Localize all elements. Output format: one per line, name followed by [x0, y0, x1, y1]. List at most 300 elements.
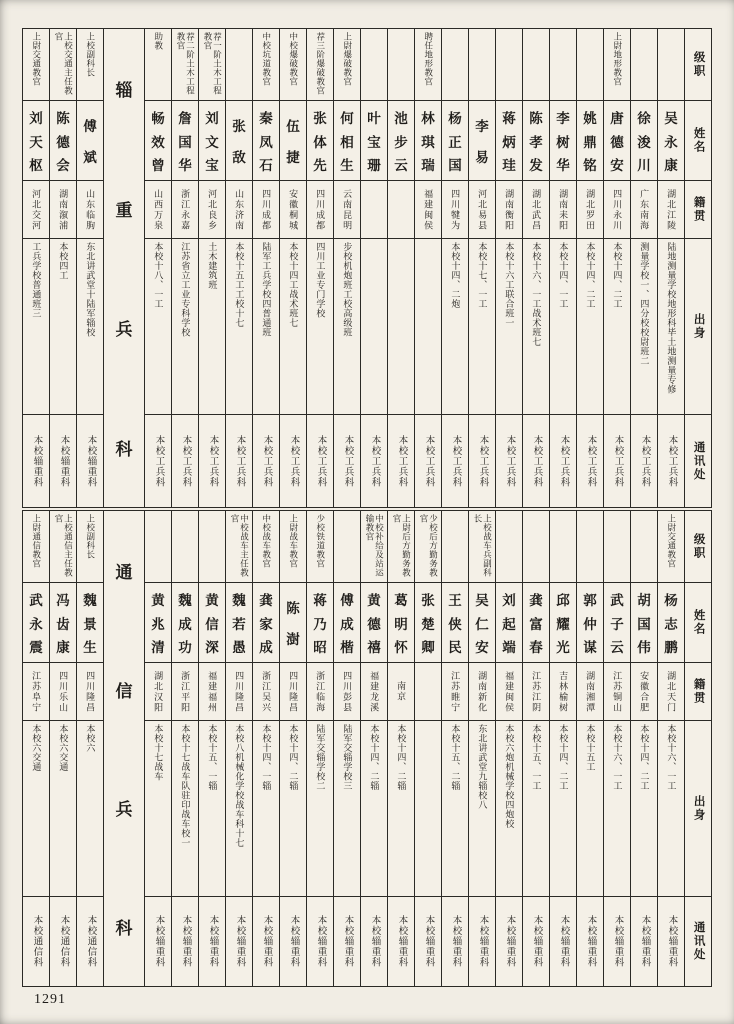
- origin-cell: [334, 663, 360, 721]
- origin-text: 湖北武昌: [531, 188, 542, 231]
- background-text: 本校十五、二辎: [450, 724, 461, 791]
- rank-text: 上尉通信教官: [31, 514, 42, 568]
- origin-cell: [658, 181, 684, 239]
- address-cell: [253, 897, 279, 986]
- name-cell: [145, 583, 171, 663]
- background-cell: [226, 239, 252, 415]
- row-header-address: 通讯处: [692, 440, 705, 482]
- person-name: 张 敌: [232, 119, 246, 165]
- background-cell: [253, 239, 279, 415]
- background-text: 本校十六、一工: [666, 724, 677, 791]
- section-column: [103, 29, 144, 507]
- name-cell: [577, 583, 603, 663]
- name-cell: [361, 101, 387, 181]
- name-cell: [496, 583, 522, 663]
- rank-cell: [658, 511, 684, 583]
- origin-cell: [442, 181, 468, 239]
- person-name: 吴 仁 安: [475, 593, 489, 655]
- row-header-background: 出身: [685, 721, 711, 897]
- rank-text: 中校战车主任教官: [230, 514, 250, 577]
- address-text: 本校工兵科: [261, 434, 272, 488]
- origin-cell: [334, 181, 360, 239]
- rank-text: 上校交通主任教官: [54, 32, 74, 95]
- person-name: 武 子 云: [610, 593, 624, 655]
- address-text: 本校辎重科: [639, 915, 650, 968]
- name-cell: [199, 101, 225, 181]
- rank-cell: [469, 29, 495, 101]
- rank-cell: [23, 511, 49, 583]
- row-header-column: [684, 511, 711, 986]
- rank-text: 上校副科长: [85, 32, 96, 77]
- person-column: [252, 511, 279, 986]
- rank-text: 上尉交通教官: [666, 514, 677, 568]
- address-text: 本校辎重科: [315, 915, 326, 968]
- rank-cell: [253, 511, 279, 583]
- row-header-name: 姓名: [685, 101, 711, 181]
- person-column: [279, 29, 306, 507]
- background-text: 本校十五工: [585, 724, 596, 772]
- address-cell: [334, 897, 360, 986]
- origin-cell: [361, 181, 387, 239]
- name-cell: [523, 583, 549, 663]
- person-column: [549, 511, 576, 986]
- address-cell: [658, 415, 684, 507]
- background-cell: [145, 239, 171, 415]
- origin-text: 湖北天门: [666, 670, 677, 713]
- person-name: 李 易: [475, 119, 489, 165]
- background-cell: [442, 239, 468, 415]
- background-text: 本校十四、二工: [639, 724, 650, 791]
- background-text: 本校十四、二工: [612, 242, 623, 309]
- origin-text: 四川成都: [315, 188, 326, 231]
- name-cell: [226, 101, 252, 181]
- name-cell: [23, 583, 49, 663]
- person-column: [49, 511, 76, 986]
- origin-text: 安徽桐城: [288, 188, 299, 231]
- origin-cell: [469, 663, 495, 721]
- rank-text: 上校通信主任教官: [54, 514, 74, 577]
- rank-cell: [50, 29, 76, 101]
- person-column: [603, 29, 630, 507]
- origin-cell: [415, 663, 441, 721]
- name-cell: [253, 101, 279, 181]
- origin-cell: [388, 663, 414, 721]
- address-text: 本校辎重科: [477, 915, 488, 968]
- person-column: [414, 29, 441, 507]
- rank-cell: [631, 511, 657, 583]
- name-cell: [145, 101, 171, 181]
- address-text: 本校工兵科: [585, 434, 596, 488]
- row-header-background: 出身: [685, 239, 711, 415]
- origin-text: 江苏阜宁: [31, 670, 42, 713]
- background-cell: [550, 239, 576, 415]
- address-cell: [496, 897, 522, 986]
- background-text: 工兵学校普通班三: [31, 242, 42, 318]
- address-cell: [523, 897, 549, 986]
- origin-cell: [307, 181, 333, 239]
- name-cell: [334, 583, 360, 663]
- address-cell: [307, 415, 333, 507]
- rank-cell: [631, 29, 657, 101]
- origin-cell: [631, 663, 657, 721]
- person-name: 刘 天 枢: [29, 111, 43, 173]
- rank-cell: [77, 511, 103, 583]
- origin-cell: [253, 181, 279, 239]
- person-column: [630, 511, 657, 986]
- background-cell: [334, 239, 360, 415]
- address-cell: [199, 415, 225, 507]
- origin-cell: [172, 663, 198, 721]
- address-text: 本校工兵科: [612, 434, 623, 488]
- address-text: 本校辎重科: [450, 915, 461, 968]
- rank-cell: [307, 511, 333, 583]
- name-cell: [172, 583, 198, 663]
- person-name: 刘 文 宝: [205, 111, 219, 173]
- section-column: [103, 511, 144, 986]
- origin-text: 湖南湘潭: [585, 670, 596, 713]
- origin-cell: [469, 181, 495, 239]
- address-text: 本校辎重科: [288, 915, 299, 968]
- address-text: 本校通信科: [85, 915, 96, 968]
- address-cell: [77, 897, 103, 986]
- background-cell: [658, 239, 684, 415]
- person-name: 葛 明 怀: [394, 593, 408, 655]
- person-column: [171, 29, 198, 507]
- person-name: 唐 德 安: [610, 111, 624, 173]
- rank-text: 上尉战车教官: [288, 514, 299, 568]
- background-text: 陆地测量学校地形科毕土地测量专修: [666, 242, 677, 394]
- name-cell: [631, 101, 657, 181]
- name-cell: [199, 583, 225, 663]
- name-cell: [307, 101, 333, 181]
- name-cell: [550, 583, 576, 663]
- background-text: 江苏省立工业专科学校: [180, 242, 191, 337]
- person-column: [414, 511, 441, 986]
- person-column: [279, 511, 306, 986]
- rank-cell: [199, 511, 225, 583]
- background-cell: [23, 721, 49, 897]
- origin-text: 四川犍为: [450, 188, 461, 231]
- rank-cell: [577, 511, 603, 583]
- address-text: 本校辎重科: [396, 915, 407, 968]
- address-text: 本校工兵科: [558, 434, 569, 488]
- name-cell: [280, 583, 306, 663]
- background-cell: [523, 239, 549, 415]
- origin-text: 浙江吴兴: [261, 670, 272, 713]
- address-text: 本校工兵科: [531, 434, 542, 488]
- background-text: 本校十四、二辎: [369, 724, 380, 791]
- person-name: 杨 正 国: [448, 111, 462, 173]
- rank-cell: [388, 29, 414, 101]
- person-column: [441, 29, 468, 507]
- name-cell: [50, 583, 76, 663]
- rank-text: 上校战车兵副科长: [473, 514, 493, 577]
- background-text: 本校八机械化学校战车科十七: [234, 724, 245, 848]
- background-text: 本校六交通: [58, 724, 69, 772]
- address-text: 本校工兵科: [207, 434, 218, 488]
- person-name: 姚 鼎 铭: [583, 111, 597, 173]
- section-label: 辎 重 兵 科: [115, 81, 133, 459]
- person-name: 畅 效 曾: [151, 111, 165, 173]
- origin-text: 江苏睢宁: [450, 670, 461, 713]
- origin-cell: [172, 181, 198, 239]
- person-column: [360, 511, 387, 986]
- name-cell: [50, 101, 76, 181]
- person-column: [387, 29, 414, 507]
- background-text: 本校十四工战术班七: [288, 242, 299, 328]
- rank-cell: [334, 29, 360, 101]
- address-cell: [469, 897, 495, 986]
- origin-text: 湖北罗田: [585, 188, 596, 231]
- rank-cell: [577, 29, 603, 101]
- person-column: [549, 29, 576, 507]
- background-text: 本校十四、二工: [558, 724, 569, 791]
- address-cell: [253, 415, 279, 507]
- address-cell: [334, 415, 360, 507]
- rank-cell: [469, 511, 495, 583]
- background-text: 四川工业专门学校: [315, 242, 326, 318]
- name-cell: [280, 101, 306, 181]
- person-column: [144, 29, 171, 507]
- address-text: 本校辎重科: [612, 915, 623, 968]
- origin-cell: [361, 663, 387, 721]
- origin-text: 湖北江陵: [666, 188, 677, 231]
- rank-cell: [388, 511, 414, 583]
- rank-cell: [550, 511, 576, 583]
- address-text: 本校工兵科: [288, 434, 299, 488]
- rank-cell: [415, 511, 441, 583]
- roster-table-lower: [22, 510, 712, 987]
- background-text: 陆军交辎学校二: [315, 724, 326, 791]
- background-cell: [496, 721, 522, 897]
- row-header-name: 姓名: [685, 583, 711, 663]
- rank-cell: [523, 511, 549, 583]
- background-cell: [361, 721, 387, 897]
- origin-text: 江苏铜山: [612, 670, 623, 713]
- origin-text: 广东南海: [639, 188, 650, 231]
- rank-text: 上尉爆破教官: [342, 32, 353, 86]
- rank-cell: [280, 29, 306, 101]
- background-cell: [307, 239, 333, 415]
- origin-text: 河北良乡: [207, 188, 218, 231]
- person-name: 武 永 震: [29, 593, 43, 655]
- address-text: 本校辎重科: [234, 915, 245, 968]
- address-cell: [50, 897, 76, 986]
- address-text: 本校工兵科: [396, 434, 407, 488]
- rank-text: 中校爆破教官: [288, 32, 299, 86]
- origin-text: 浙江临海: [315, 670, 326, 713]
- background-cell: [415, 239, 441, 415]
- origin-cell: [388, 181, 414, 239]
- person-name: 陈 德 会: [56, 111, 70, 173]
- address-cell: [23, 415, 49, 507]
- background-cell: [577, 239, 603, 415]
- person-column: [76, 511, 103, 986]
- origin-text: 湖南耒阳: [558, 188, 569, 231]
- address-cell: [577, 897, 603, 986]
- background-cell: [469, 721, 495, 897]
- origin-cell: [23, 181, 49, 239]
- address-cell: [550, 897, 576, 986]
- address-cell: [604, 415, 630, 507]
- person-name: 黄 信 深: [205, 593, 219, 655]
- background-cell: [577, 721, 603, 897]
- address-text: 本校工兵科: [315, 434, 326, 488]
- person-name: 魏 景 生: [83, 593, 97, 655]
- address-cell: [172, 415, 198, 507]
- person-name: 龚 富 春: [529, 593, 543, 655]
- origin-cell: [523, 663, 549, 721]
- address-cell: [415, 415, 441, 507]
- background-cell: [631, 239, 657, 415]
- name-cell: [604, 583, 630, 663]
- rank-cell: [658, 29, 684, 101]
- person-name: 冯 齿 康: [56, 593, 70, 655]
- origin-text: 湖北汉阳: [153, 670, 164, 713]
- address-cell: [523, 415, 549, 507]
- person-column: [522, 29, 549, 507]
- address-text: 本校辎重科: [342, 915, 353, 968]
- person-name: 秦 凤 石: [259, 111, 273, 173]
- origin-text: 福建福州: [207, 670, 218, 713]
- person-column: [333, 511, 360, 986]
- address-cell: [280, 897, 306, 986]
- background-cell: [388, 721, 414, 897]
- address-text: 本校辎重科: [31, 434, 42, 488]
- background-text: 本校六交通: [31, 724, 42, 772]
- address-cell: [361, 897, 387, 986]
- person-column: [23, 29, 49, 507]
- name-cell: [469, 101, 495, 181]
- rank-cell: [604, 29, 630, 101]
- background-text: 本校十四、二炮: [450, 242, 461, 309]
- rank-cell: [199, 29, 225, 101]
- name-cell: [361, 583, 387, 663]
- name-cell: [550, 101, 576, 181]
- rank-cell: [50, 511, 76, 583]
- origin-text: 南京: [396, 681, 407, 702]
- person-column: [225, 29, 252, 507]
- address-text: 本校工兵科: [504, 434, 515, 488]
- person-column: [576, 511, 603, 986]
- background-cell: [388, 239, 414, 415]
- origin-text: 四川乐山: [58, 670, 69, 713]
- person-name: 刘 起 端: [502, 593, 516, 655]
- background-cell: [253, 721, 279, 897]
- background-cell: [334, 721, 360, 897]
- rank-cell: [172, 511, 198, 583]
- background-text: 本校六: [85, 724, 96, 753]
- address-cell: [50, 415, 76, 507]
- rank-text: 少校后方勤务教官: [419, 514, 439, 577]
- address-cell: [172, 897, 198, 986]
- address-cell: [145, 415, 171, 507]
- person-column: [198, 511, 225, 986]
- background-cell: [77, 239, 103, 415]
- name-cell: [442, 101, 468, 181]
- origin-text: 湖南衡阳: [504, 188, 515, 231]
- name-cell: [496, 101, 522, 181]
- rank-cell: [496, 511, 522, 583]
- name-cell: [307, 583, 333, 663]
- origin-cell: [550, 663, 576, 721]
- name-cell: [658, 101, 684, 181]
- rank-text: 聘任地形教官: [423, 32, 434, 86]
- rank-cell: [172, 29, 198, 101]
- origin-cell: [550, 181, 576, 239]
- origin-cell: [50, 663, 76, 721]
- person-name: 魏 若 愚: [232, 593, 246, 655]
- name-cell: [77, 101, 103, 181]
- rank-cell: [442, 511, 468, 583]
- origin-text: 吉林榆树: [558, 670, 569, 713]
- origin-text: 福建龙溪: [369, 670, 380, 713]
- address-cell: [577, 415, 603, 507]
- origin-cell: [280, 181, 306, 239]
- background-text: 本校十五、一辎: [207, 724, 218, 791]
- address-text: 本校辎重科: [504, 915, 515, 968]
- address-cell: [145, 897, 171, 986]
- address-cell: [658, 897, 684, 986]
- person-name: 胡 国 伟: [637, 593, 651, 655]
- address-cell: [442, 415, 468, 507]
- address-text: 本校辎重科: [423, 915, 434, 968]
- origin-cell: [280, 663, 306, 721]
- background-cell: [604, 721, 630, 897]
- address-text: 本校辎重科: [153, 915, 164, 968]
- origin-cell: [226, 181, 252, 239]
- origin-text: 四川隆昌: [234, 670, 245, 713]
- person-name: 蒋 乃 昭: [313, 593, 327, 655]
- person-name: 王 侠 民: [448, 593, 462, 655]
- background-text: 本校十七战车: [153, 724, 164, 781]
- origin-text: 湖南新化: [477, 670, 488, 713]
- address-text: 本校工兵科: [477, 434, 488, 488]
- background-cell: [307, 721, 333, 897]
- name-cell: [23, 101, 49, 181]
- person-name: 叶 宝 珊: [367, 111, 381, 173]
- address-text: 本校通信科: [58, 915, 69, 968]
- address-cell: [631, 897, 657, 986]
- address-cell: [280, 415, 306, 507]
- address-cell: [199, 897, 225, 986]
- rank-text: 上校副科长: [85, 514, 96, 559]
- background-text: 测量学校一、四分校校尉班二: [639, 242, 650, 366]
- background-cell: [23, 239, 49, 415]
- name-cell: [334, 101, 360, 181]
- background-cell: [145, 721, 171, 897]
- person-name: 傅 成 楷: [340, 593, 354, 655]
- person-column: [495, 29, 522, 507]
- origin-text: 福建闽侯: [504, 670, 515, 713]
- person-column: [441, 511, 468, 986]
- name-cell: [658, 583, 684, 663]
- person-name: 张 楚 卿: [421, 593, 435, 655]
- address-text: 本校工兵科: [234, 434, 245, 488]
- origin-text: 山东济南: [234, 188, 245, 231]
- origin-text: 山东临朐: [85, 188, 96, 231]
- person-column: [144, 511, 171, 986]
- background-cell: [172, 721, 198, 897]
- background-cell: [550, 721, 576, 897]
- person-name: 伍 捷: [286, 119, 300, 165]
- origin-cell: [604, 181, 630, 239]
- origin-cell: [145, 181, 171, 239]
- person-column: [495, 511, 522, 986]
- rank-text: 上尉后方勤务教官: [392, 514, 412, 577]
- address-cell: [388, 897, 414, 986]
- rank-cell: [334, 511, 360, 583]
